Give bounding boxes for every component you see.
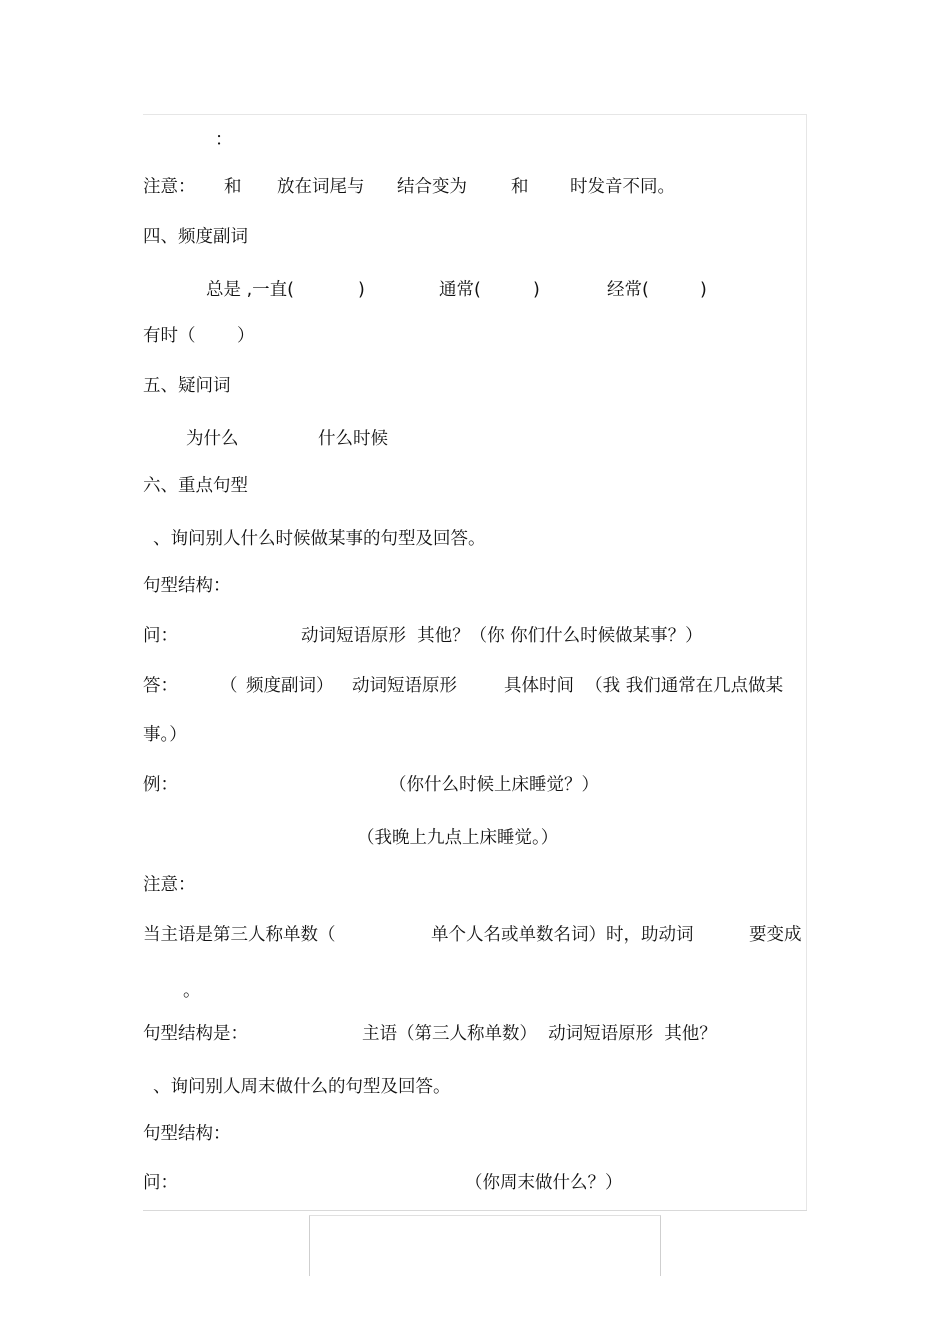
pattern-2-title: 、询问别人周末做什么的句型及回答。 — [153, 1077, 451, 1097]
adverb-often-close: ) — [700, 280, 707, 300]
pattern-1-example-label: 例： — [143, 775, 178, 795]
adverb-sometimes: 有时（ — [143, 326, 196, 346]
pattern-1-title: 、询问别人什么时候做某事的句型及回答。 — [153, 529, 486, 549]
pattern-1-structure-2-text: 主语（第三人称单数） 动词短语原形 其他？ — [362, 1024, 717, 1044]
adverb-usually: 通常( — [439, 280, 481, 300]
pattern-1-note-text-3: 要变成 — [749, 925, 802, 945]
adverb-always-close: ) — [358, 280, 365, 300]
pattern-1-note-text-2: 单个人名或单数名词）时，助动词 — [431, 925, 694, 945]
pattern-1-answer-time: 具体时间 （我 我们通常在几点做某 — [504, 676, 784, 696]
pattern-1-answer-verb: 动词短语原形 — [352, 676, 457, 696]
pattern-1-example-answer: （我晚上九点上床睡觉。） — [357, 828, 559, 848]
pattern-1-question-text: 动词短语原形 其他？（你 你们什么时候做某事？） — [301, 626, 703, 646]
note1-end: 时发音不同。 — [570, 177, 675, 197]
adverb-sometimes-close: ） — [237, 326, 255, 346]
adverb-usually-close: ) — [533, 280, 540, 300]
pattern-1-answer-label: 答： — [143, 676, 178, 696]
section-6-heading: 六、重点句型 — [143, 476, 248, 496]
pattern-2-structure-label: 句型结构： — [143, 1124, 231, 1144]
page-border-bottom — [143, 1210, 807, 1211]
page-border-right — [806, 114, 807, 1211]
pattern-1-question-label: 问： — [143, 626, 178, 646]
footer-box — [309, 1215, 661, 1276]
question-word-when: 什么时候 — [318, 429, 388, 449]
note1-and-2: 和 — [511, 177, 529, 197]
pattern-1-structure-label: 句型结构： — [143, 576, 231, 596]
pattern-1-answer-paren: （ — [220, 676, 238, 696]
adverb-often: 经常( — [607, 280, 649, 300]
note1-and-1: 和 — [224, 177, 242, 197]
pattern-1-note-label: 注意： — [143, 875, 196, 895]
pattern-1-answer-continued: 事。） — [143, 725, 187, 745]
adverb-always: 总是 ,一直( — [206, 280, 294, 300]
pattern-1-structure-2-label: 句型结构是： — [143, 1024, 248, 1044]
pattern-2-question-text: （你周末做什么？） — [465, 1173, 623, 1193]
page-border-top — [143, 114, 807, 115]
note1-label: 注意： — [143, 177, 196, 197]
pattern-1-note-period: 。 — [183, 981, 201, 1001]
pattern-1-example-question: （你什么时候上床睡觉？） — [389, 775, 599, 795]
section-5-heading: 五、疑问词 — [143, 376, 231, 396]
pattern-2-question-label: 问： — [143, 1173, 178, 1193]
pattern-1-note-text-1: 当主语是第三人称单数（ — [143, 925, 336, 945]
note1-middle: 放在词尾与 — [277, 177, 365, 197]
note1-combine: 结合变为 — [397, 177, 467, 197]
section-4-heading: 四、频度副词 — [143, 227, 248, 247]
stray-colon: ： — [215, 130, 233, 150]
question-word-why: 为什么 — [186, 429, 239, 449]
pattern-1-answer-frequency: 频度副词） — [246, 676, 334, 696]
